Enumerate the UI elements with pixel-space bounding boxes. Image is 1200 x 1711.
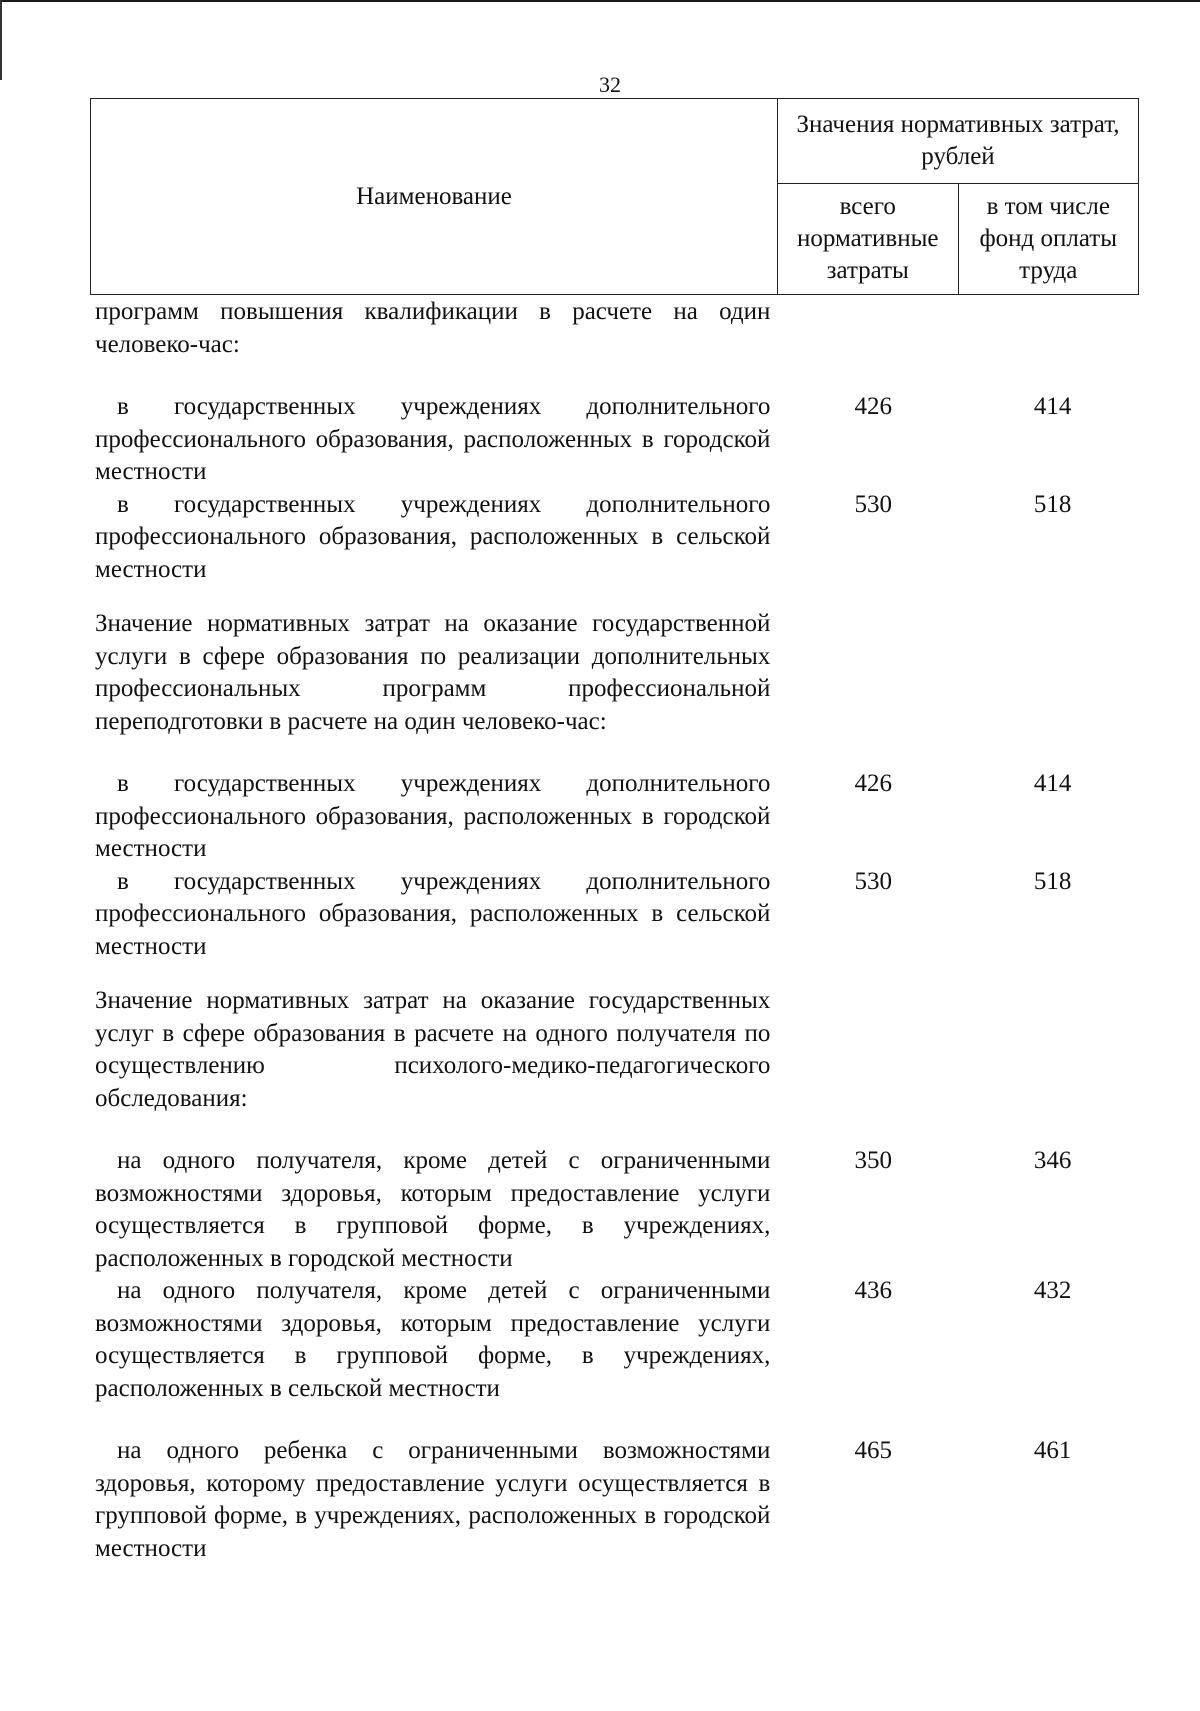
row-text: программ повышения квалификации в расчете на один человеко-час: <box>95 298 771 358</box>
row-total: 426 <box>854 770 892 797</box>
row-total: 530 <box>854 490 892 518</box>
row-fund: 518 <box>1033 490 1072 518</box>
row-fund: 518 <box>1033 867 1072 895</box>
row-total: 436 <box>854 1277 892 1304</box>
header-table <box>90 98 1139 295</box>
row-text: в государственных учреждениях дополнительного профессионального образования, расположенных в сельской местности <box>95 490 771 583</box>
row-text: в государственных учреждениях дополнительного профессионального образования, расположенных в городской местности <box>95 770 771 862</box>
table-row <box>95 768 1139 866</box>
row-text: в государственных учреждениях дополнительного профессионального образования, расположенных в сельской местности <box>95 867 771 960</box>
row-total: 426 <box>854 393 892 420</box>
row-fund: 414 <box>1033 770 1072 797</box>
row-text: на одного получателя, кроме детей с ограниченными возможностями здоровья, которым предоставление услуги осуществляется в групповой форме, в учреждениях, расположенных в городской местности <box>95 1147 771 1272</box>
table-row <box>95 1275 1139 1405</box>
table-body <box>95 296 1139 1565</box>
scan-edge-top <box>0 0 1200 2</box>
table-row <box>95 866 1139 964</box>
header-total: всего нормативные затраты <box>778 184 959 295</box>
row-fund: 461 <box>1033 1437 1072 1464</box>
row-fund: 346 <box>1033 1147 1072 1174</box>
row-fund: 414 <box>1033 393 1072 420</box>
scan-edge-left <box>0 0 2 80</box>
row-text: на одного ребенка с ограниченными возможностями здоровья, которому предоставление услуги осуществляется в групповой форме, в учреждениях, расположенных в городской местности <box>95 1437 771 1562</box>
page-number: 32 <box>599 72 621 97</box>
row-text: Значение нормативных затрат на оказание государственных услуг в сфере образования в расчете на одного получателя по осуществлению психолого-медико-педагогического обследования: <box>95 987 771 1112</box>
row-total: 465 <box>854 1437 892 1464</box>
table-row <box>95 489 1139 587</box>
table-row <box>95 391 1139 489</box>
row-text: Значение нормативных затрат на оказание государственной услуги в сфере образования по реализации дополнительных профессиональных программ профессиональной переподготовки в расчете на один человеко-час: <box>95 610 771 735</box>
table-row <box>95 608 1139 738</box>
row-fund: 432 <box>1033 1277 1072 1304</box>
table-row <box>95 985 1139 1115</box>
row-text: в государственных учреждениях дополнительного профессионального образования, расположенных в городской местности <box>95 393 771 485</box>
table-row <box>95 1435 1139 1565</box>
row-total: 530 <box>854 867 892 895</box>
row-total: 350 <box>854 1147 892 1174</box>
table-row <box>95 1145 1139 1275</box>
header-group: Значения нормативных затрат, рублей <box>778 99 1139 184</box>
row-text: на одного получателя, кроме детей с ограниченными возможностями здоровья, которым предоставление услуги осуществляется в групповой форме, в учреждениях, расположенных в сельской местности <box>95 1277 771 1402</box>
header-fund: в том числе фонд оплаты труда <box>958 184 1139 295</box>
table-row <box>95 296 1139 361</box>
header-name: Наименование <box>91 99 778 295</box>
